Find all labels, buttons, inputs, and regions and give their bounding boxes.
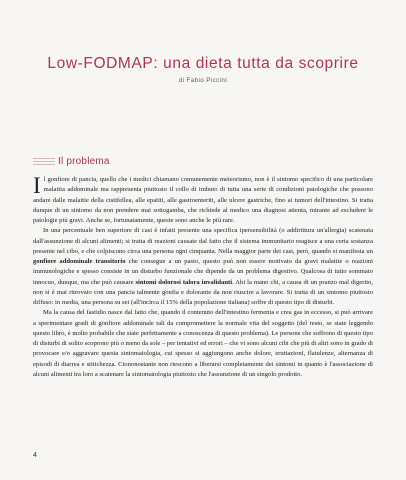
paragraph-text: In una percentuale ben superiore di casi è infatti presente una specifica ipersensibilità (o addirittura un'allergia) scatenata dall'assunzione di alcuni alimenti; si tratta di reazioni causate dal fatto che il sistema immunitario reagisce a una certa sostanza presente nel cibo, e che colpiscono circa una persona ogni cinquanta. Nella maggior parte dei casi, però, quando si manifesta un [33, 227, 373, 255]
drop-cap: I [33, 173, 41, 198]
lines-icon [33, 157, 55, 166]
paragraph-text: Ma la causa del fastidio nasce dal fatto che, quando il contenuto dell'intestino fermenta e crea gas in eccesso, si può arrivare a sperimentare gradi di gonfiore addominale tali da compromettere la normale vita del soggetto (del resto, se state leggendo questo libro, è molto probabile che siate perfettamente a conoscenza di questo problema). Le persone che soffrono di questo tipo di disturbi di solito scoprono più o meno da sole – per tentativi ed errori – che vi sono alcuni cibi che più di altri sono in grado di provocare e/o aggravare questa sintomatologia, cui spesso si aggiungono anche dolore, eruttazioni, flatulenze, alternanza di episodi di diarrea e stitichezza. Ciononostante non riescono a liberarsi completamente dei sintomi in quanto è l'associazione di alcuni alimenti tra loro a scatenare la sintomatologia piuttosto che l'assunzione di un singolo prodotto. [33, 309, 373, 378]
section-heading [33, 156, 110, 167]
page-title: Low-FODMAP: una dieta tutta da scoprire [47, 55, 359, 72]
section-title: Il problema [58, 156, 110, 167]
paragraph [33, 175, 373, 226]
paragraph [33, 226, 373, 308]
paragraph [33, 308, 373, 380]
author-byline: di Fabio Piccini [178, 78, 228, 84]
paragraph-text: che consegue a un pasto, questo può non essere motivato da gravi malattie o reazioni immunologiche e spesso consiste in un disturbo funzionale che dipende da un problema digestivo. Qualcosa di tutto sommato innocuo, dunque, ma che può causare [33, 258, 373, 286]
bold-phrase: gonfiore addominale transitorio [33, 258, 126, 265]
page-number: 4 [33, 452, 37, 459]
paragraph-text: l gonfiore di pancia, quello che i medici chiamano comunemente meteorismo, non è il sintomo specifico di una particolare malattia addominale ma rappresenta piuttosto il collo di imbuto di tutta una serie di condizioni patologiche che possono andare dalle malattie della cistifellea, alle epatiti, alle gastroenteriti, alle ulcere gastriche, fino ai tumori dell'intestino. Si tratta dunque di un sintomo da non prendere mai sottogamba, che richiede al medico una diagnosi attenta, mirante ad escludere le patologie più gravi. Anche se, fortunatamente, queste sono anche le più rare. [33, 176, 373, 224]
bold-phrase: sintomi dolorosi talora invalidanti [135, 278, 233, 286]
article-body [33, 175, 373, 380]
paragraph-text: . Abi la mano chi, a causa di un pranzo mal digerito, non si è mai ritrovato con una pancia talmente gonfia e dolorante da non riuscire a lavorare. Si tratta di un sintomo piuttosto diffuso: in media, una persona su sei (all'incirca il 15% della popolazione italiana) soffre di questo tipo di disturbi. [33, 278, 374, 306]
